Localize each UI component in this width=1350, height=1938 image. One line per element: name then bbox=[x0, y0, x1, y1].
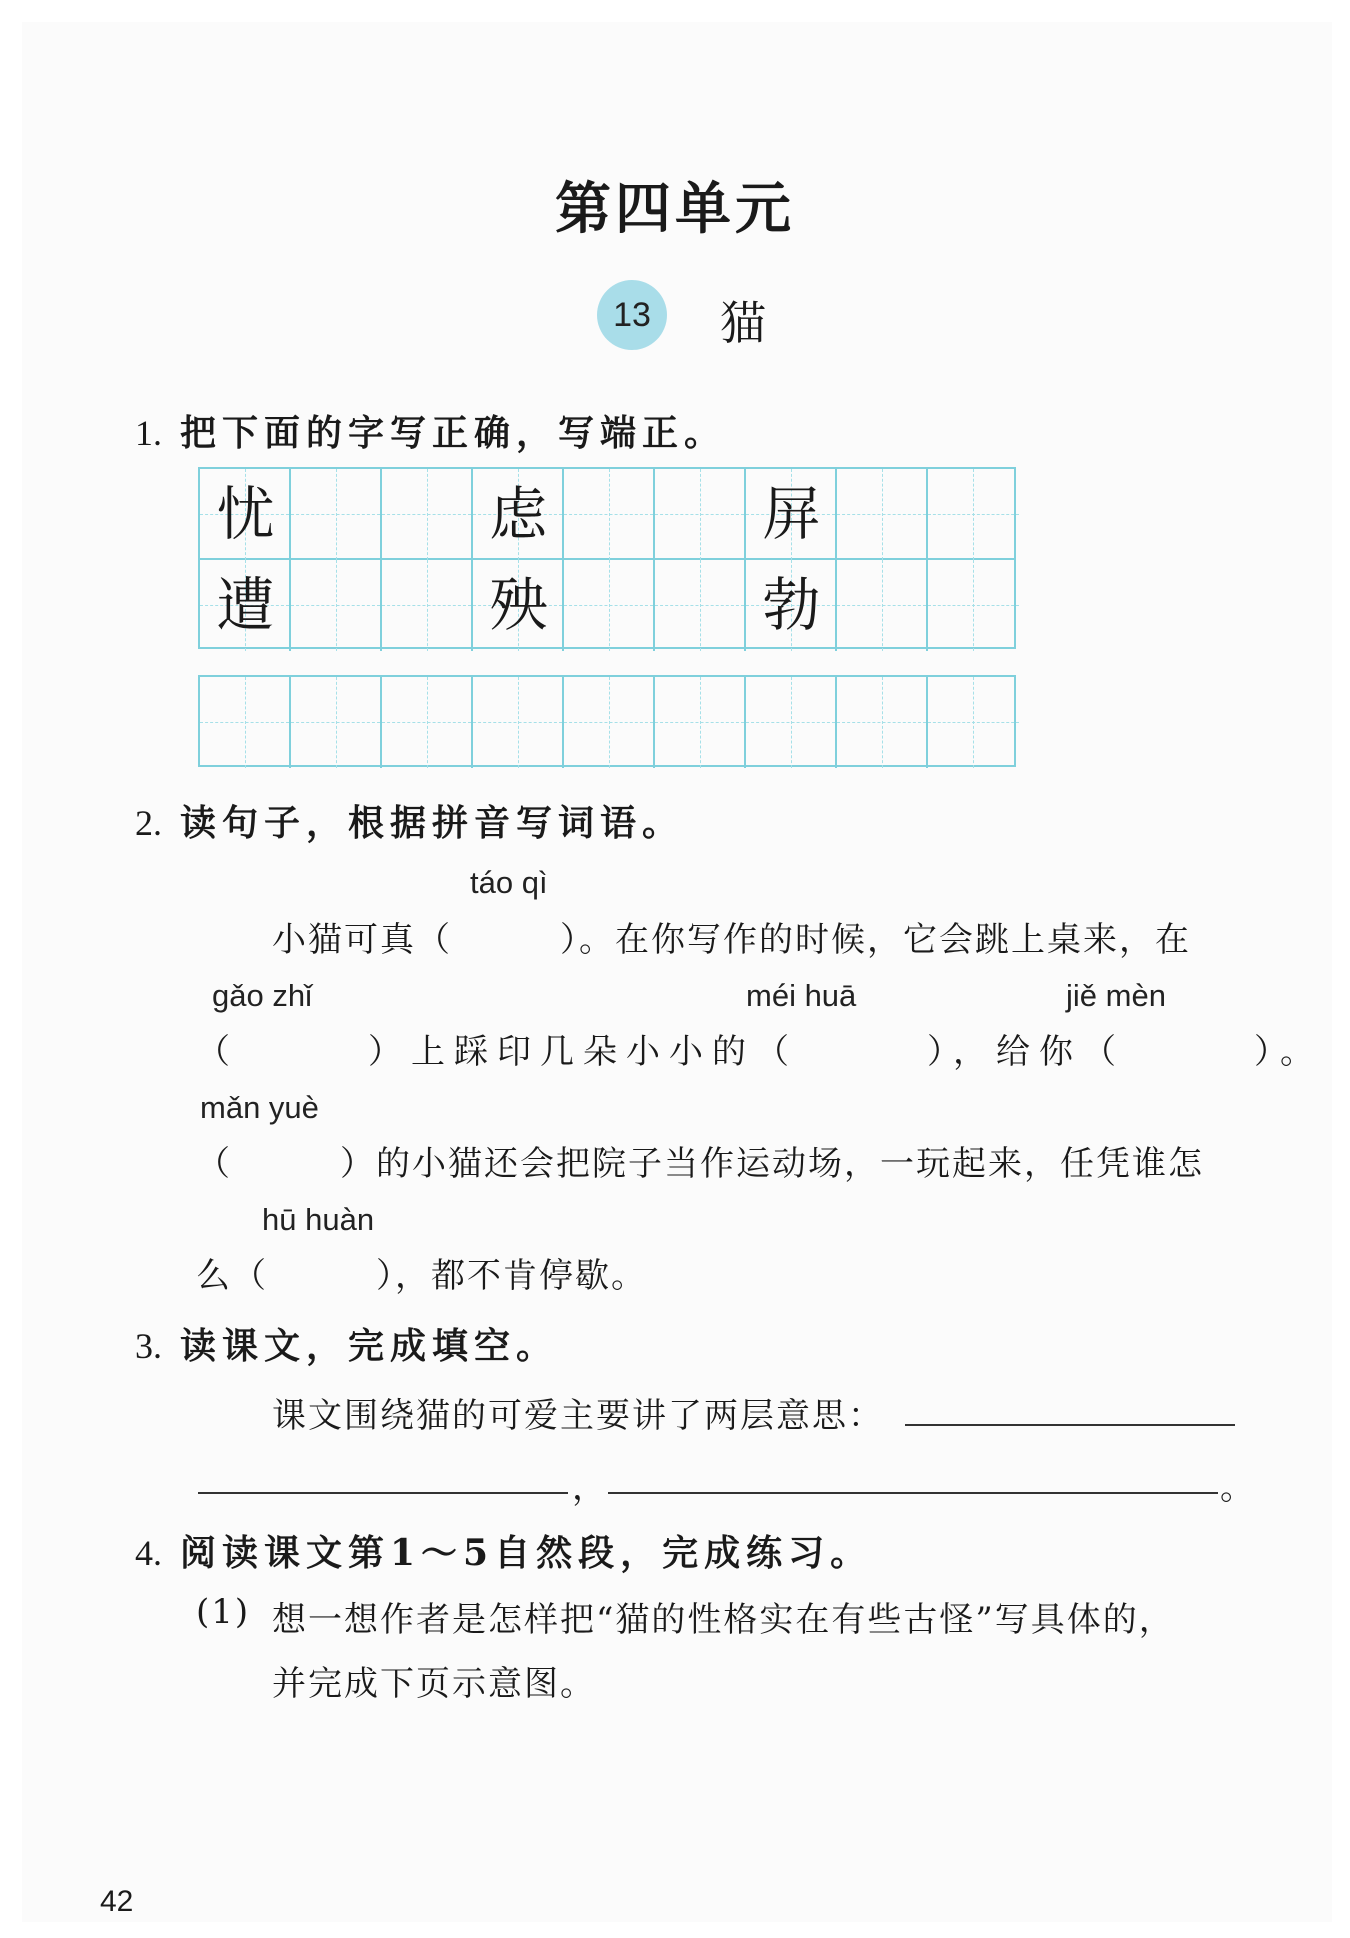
question-number: 1. bbox=[135, 413, 162, 453]
model-char: 虑 bbox=[489, 480, 548, 548]
lesson-number-badge: 13 bbox=[597, 280, 667, 350]
question-number: 4. bbox=[135, 1533, 162, 1573]
question-number: 3. bbox=[135, 1326, 162, 1366]
sentence-line-4: 么（ ），都不肯停歇。 bbox=[196, 1256, 647, 1296]
question-4-heading bbox=[135, 1525, 872, 1576]
pinyin-hint: gǎo zhǐ bbox=[212, 978, 312, 1013]
sub-question-text-2: 并完成下页示意图。 bbox=[272, 1664, 596, 1704]
answer-blank-1[interactable] bbox=[905, 1424, 1235, 1426]
question-text: 读课文，完成填空。 bbox=[180, 1325, 559, 1367]
unit-title: 第四单元 bbox=[555, 176, 795, 242]
sentence-line-1: 小猫可真（ ）。在你写作的时候，它会跳上桌来，在 bbox=[272, 920, 1191, 960]
lesson-title: 猫 bbox=[720, 296, 766, 350]
sub-question-text-1: 想一想作者是怎样把“猫的性格实在有些古怪”写具体的， bbox=[272, 1600, 1175, 1640]
sentence-line-2: （ ）上踩印几朵小小的（ ），给你（ ）。 bbox=[196, 1032, 1323, 1072]
pinyin-hint: hū huàn bbox=[262, 1202, 375, 1237]
model-char: 勃 bbox=[762, 571, 821, 639]
model-char: 忧 bbox=[216, 480, 275, 548]
model-char: 屏 bbox=[762, 480, 821, 548]
writing-grid-1[interactable] bbox=[198, 467, 1016, 649]
pinyin-hint: méi huā bbox=[746, 978, 857, 1013]
question-text: 读句子，根据拼音写词语。 bbox=[180, 802, 685, 844]
question-number: 2. bbox=[135, 803, 162, 843]
question-2-heading bbox=[135, 795, 684, 846]
sub-question-label: (1) bbox=[196, 1592, 251, 1632]
page-number: 42 bbox=[100, 1885, 134, 1918]
comma: ， bbox=[572, 1468, 608, 1508]
model-char: 殃 bbox=[489, 571, 548, 639]
question-1-heading bbox=[135, 405, 726, 456]
pinyin-hint: jiě mèn bbox=[1066, 978, 1166, 1013]
answer-blank-2[interactable] bbox=[198, 1492, 568, 1494]
pinyin-hint: táo qì bbox=[470, 865, 548, 900]
model-char: 遭 bbox=[216, 571, 275, 639]
writing-grid-2[interactable] bbox=[198, 675, 1016, 767]
fill-in-prompt: 课文围绕猫的可爱主要讲了两层意思： bbox=[272, 1396, 884, 1436]
period: 。 bbox=[1220, 1468, 1256, 1508]
question-text: 阅读课文第1～5自然段，完成练习。 bbox=[180, 1532, 873, 1574]
answer-blank-3[interactable] bbox=[608, 1492, 1218, 1494]
question-3-heading bbox=[135, 1318, 558, 1369]
pinyin-hint: mǎn yuè bbox=[200, 1090, 319, 1125]
question-text: 把下面的字写正确，写端正。 bbox=[180, 412, 727, 454]
sentence-line-3: （ ）的小猫还会把院子当作运动场，一玩起来，任凭谁怎 bbox=[196, 1144, 1204, 1184]
